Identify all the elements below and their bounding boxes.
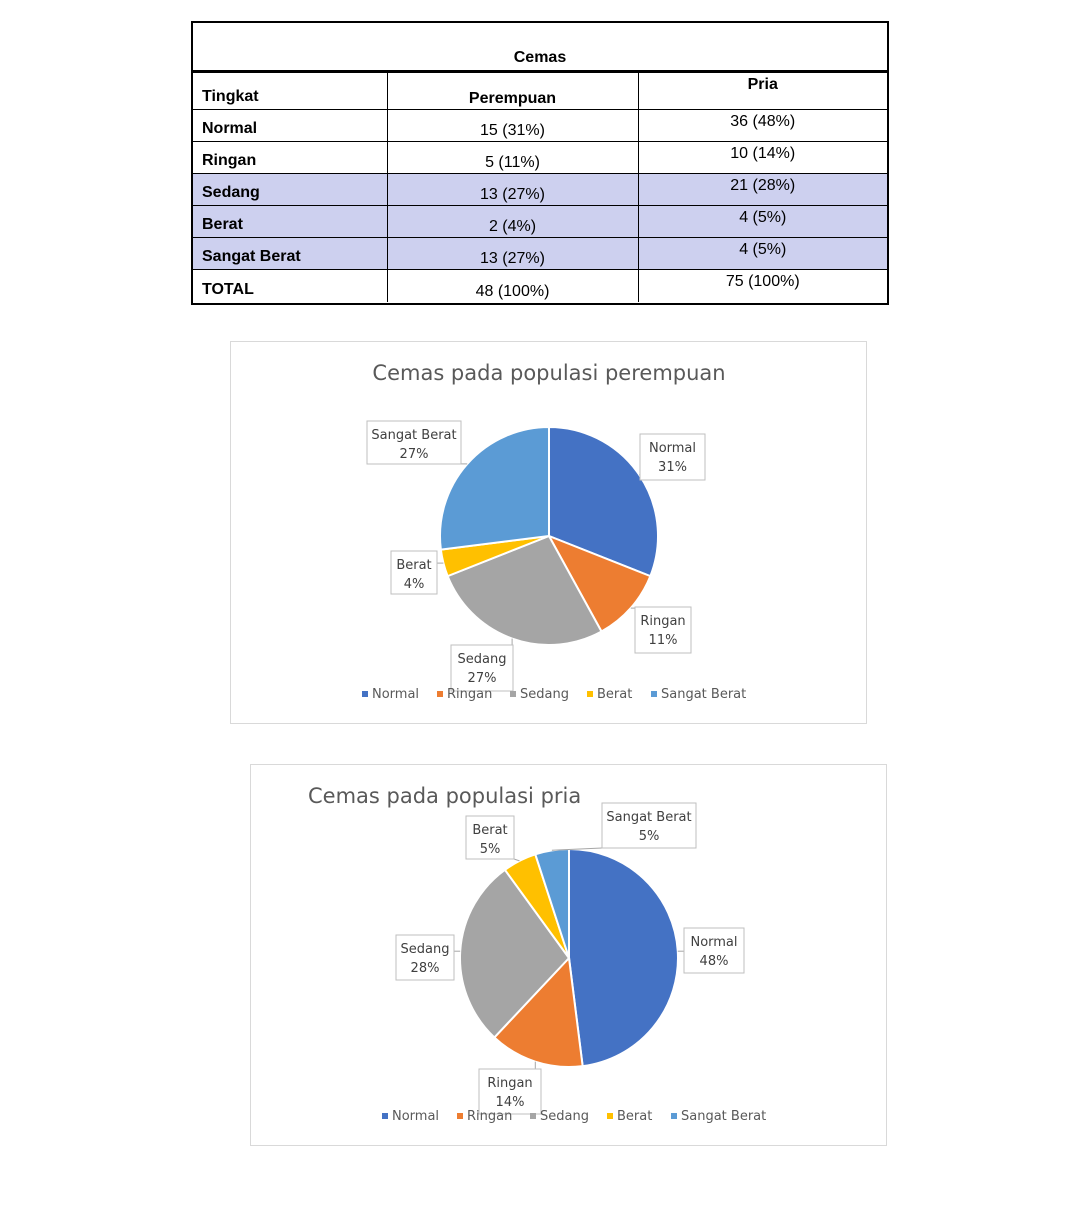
chart-title: Cemas pada populasi pria [308,784,582,808]
data-label-category: Normal [648,441,697,456]
table-title: Cemas [513,49,567,66]
data-label-value: 48% [699,954,729,969]
table-title-row [193,23,887,73]
data-label-value: 27% [399,447,429,462]
row-level: Sangat Berat [193,237,387,269]
pie-chart-perempuan-svg [231,342,868,725]
row-perempuan: 2 (4%) [387,205,638,237]
legend-swatch-normal [362,691,368,697]
header-perempuan: Perempuan [387,73,638,109]
data-label-value: 4% [403,577,425,592]
legend-label-berat: Berat [617,1109,653,1124]
legend-label-normal: Normal [392,1109,440,1124]
legend-swatch-berat [587,691,593,697]
row-pria: 21 (28%) [638,173,887,205]
table-row [193,109,887,141]
row-pria: 4 (5%) [638,237,887,269]
data-label-category: Sangat Berat [606,810,692,825]
data-label-value: 31% [658,460,687,475]
row-perempuan: 48 (100%) [387,269,638,302]
row-pria: 4 (5%) [638,205,887,237]
row-level: Berat [193,205,387,237]
row-perempuan: 15 (31%) [387,109,638,141]
legend-label-berat: Berat [597,687,633,702]
legend-swatch-ringan [457,1113,463,1119]
data-label-value: 5% [479,842,501,857]
row-perempuan: 5 (11%) [387,141,638,173]
header-pria: Pria [638,73,887,109]
legend-label-sedang: Sedang [540,1109,589,1124]
data-label-category: Berat [472,823,508,838]
pie-chart-perempuan [230,341,867,724]
table-row [193,237,887,269]
legend-label-sedang: Sedang [520,687,569,702]
table-row [193,205,887,237]
data-label-value: 14% [495,1095,525,1110]
row-perempuan: 13 (27%) [387,173,638,205]
legend-swatch-sedang [530,1113,536,1119]
legend-label-ringan: Ringan [467,1109,513,1124]
row-pria: 36 (48%) [638,109,887,141]
legend-label-normal: Normal [372,687,420,702]
pie-slice-normal [569,849,678,1066]
row-level: Sedang [193,173,387,205]
data-label-value: 5% [638,829,660,844]
legend-swatch-sangat-berat [671,1113,677,1119]
table-row [193,141,887,173]
header-tingkat: Tingkat [193,73,387,109]
data-label-value: 11% [648,633,678,648]
row-level: TOTAL [193,269,387,302]
legend-swatch-sangat-berat [651,691,657,697]
table-row [193,173,887,205]
legend-label-ringan: Ringan [447,687,493,702]
chart-title: Cemas pada populasi perempuan [372,361,726,385]
table-row-total [193,269,887,302]
row-level: Normal [193,109,387,141]
data-label-category: Berat [396,558,432,573]
pie-chart-pria [250,764,887,1146]
legend-swatch-berat [607,1113,613,1119]
table-header-row [193,73,887,109]
data-label-category: Sedang [400,942,450,957]
row-level: Ringan [193,141,387,173]
legend-swatch-normal [382,1113,388,1119]
table-body [193,73,887,302]
data-label-value: 28% [410,961,440,976]
data-label-category: Ringan [487,1076,533,1091]
cemas-table [191,21,889,305]
legend-label-sangat-berat: Sangat Berat [661,687,747,702]
legend-label-sangat-berat: Sangat Berat [681,1109,767,1124]
legend-swatch-sedang [510,691,516,697]
data-label-value: 27% [467,671,497,686]
pie-chart-pria-svg [251,765,888,1147]
data-label-category: Normal [690,935,738,950]
data-label-category: Ringan [640,614,686,629]
leader-line [514,859,520,861]
data-label-category: Sedang [457,652,507,667]
row-pria: 75 (100%) [725,272,800,290]
row-perempuan: 13 (27%) [387,237,638,269]
legend-swatch-ringan [437,691,443,697]
row-pria: 10 (14%) [638,141,887,173]
data-label-category: Sangat Berat [371,428,457,443]
